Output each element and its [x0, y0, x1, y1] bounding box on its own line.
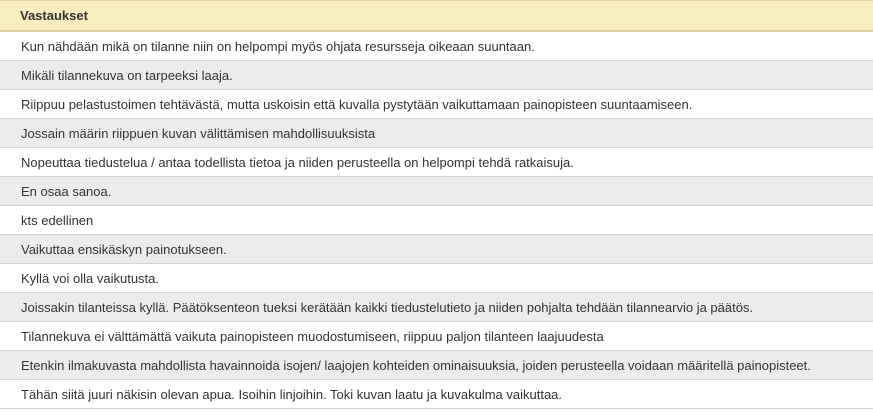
table-row: Tilannekuva ei välttämättä vaikuta painopisteen muodostumiseen, riippuu paljon tilanteen laajuudesta — [0, 322, 873, 351]
table-row: Kun nähdään mikä on tilanne niin on helpompi myös ohjata resursseja oikeaan suuntaan. — [0, 32, 873, 61]
table-row: Etenkin ilmakuvasta mahdollista havainnoida isojen/ laajojen kohteiden ominaisuuksia, joiden perusteella voidaan määritellä painopisteet. — [0, 351, 873, 380]
table-row: Riippuu pelastustoimen tehtävästä, mutta uskoisin että kuvalla pystytään vaikuttamaan painopisteen suuntaamiseen. — [0, 90, 873, 119]
table-row: Kyllä voi olla vaikutusta. — [0, 264, 873, 293]
column-header-vastaukset: Vastaukset — [0, 0, 873, 32]
table-row: Nopeuttaa tiedustelua / antaa todellista tietoa ja niiden perusteella on helpompi tehdä ratkaisuja. — [0, 148, 873, 177]
table-row: Tähän siitä juuri näkisin olevan apua. Isoihin linjoihin. Toki kuvan laatu ja kuvakulma vaikuttaa. — [0, 380, 873, 409]
table-row: Mikäli tilannekuva on tarpeeksi laaja. — [0, 61, 873, 90]
table-row: En osaa sanoa. — [0, 177, 873, 206]
table-row: Jossain määrin riippuen kuvan välittämisen mahdollisuuksista — [0, 119, 873, 148]
table-row: Joissakin tilanteissa kyllä. Päätöksenteon tueksi kerätään kaikki tiedustelutieto ja niiden pohjalta tehdään tilannearvio ja päätös. — [0, 293, 873, 322]
table-row: Vaikuttaa ensikäskyn painotukseen. — [0, 235, 873, 264]
table-row: kts edellinen — [0, 206, 873, 235]
